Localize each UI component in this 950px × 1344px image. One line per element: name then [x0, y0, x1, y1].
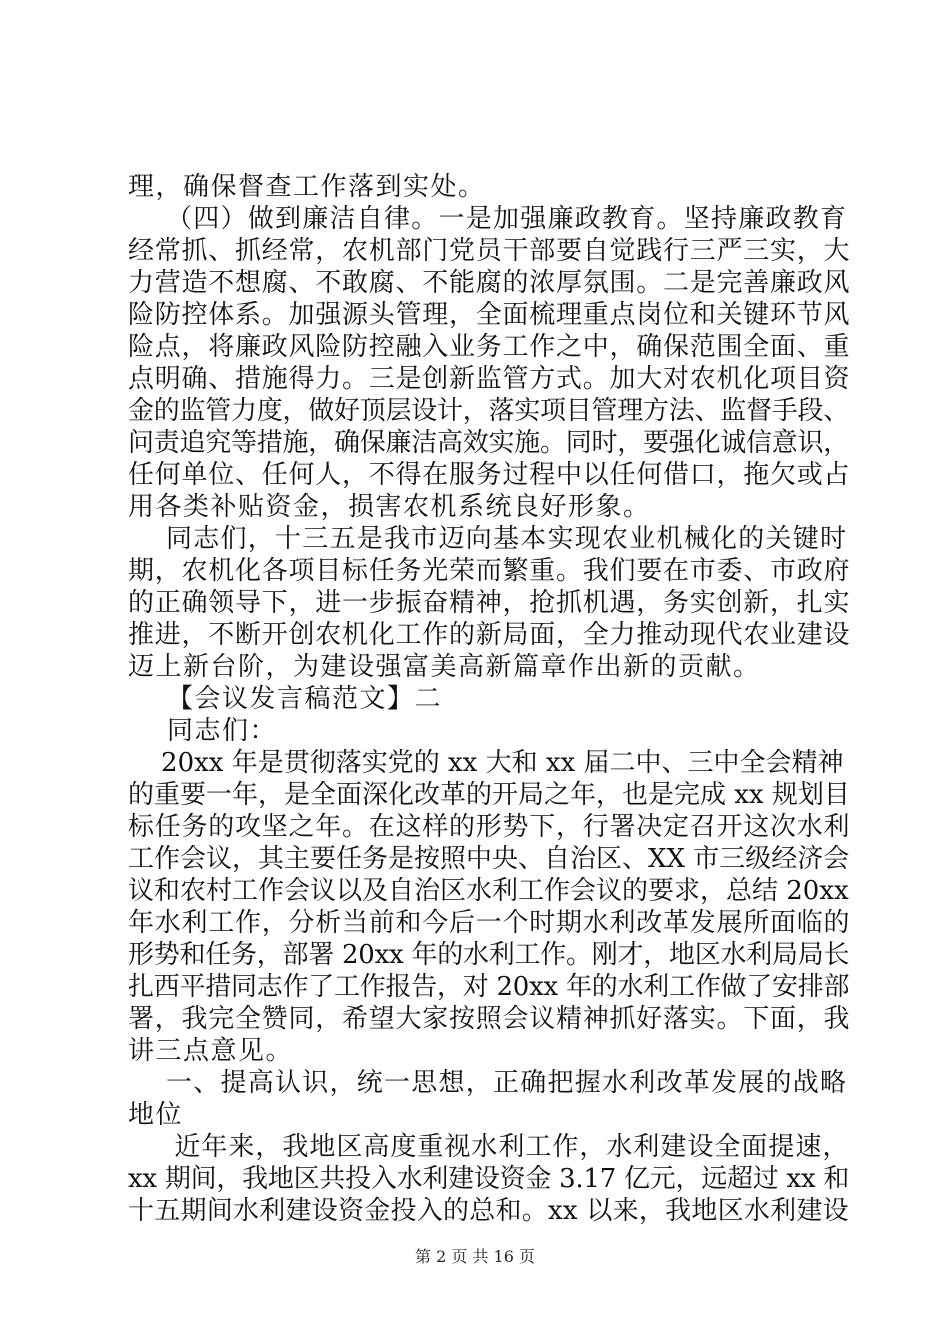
text-line: 形势和任务，部署 20xx 年的水利工作。刚才，地区水利局局长: [128, 940, 850, 970]
text-line: 的重要一年，是全面深化改革的开局之年，也是完成 xx 规划目: [128, 780, 850, 810]
text-line: 署，我完全赞同，希望大家按照会议精神抓好落实。下面，我: [128, 1004, 851, 1034]
text-line: 扎西平措同志作了工作报告，对 20xx 年的水利工作做了安排部: [128, 972, 850, 1002]
text-line: 年水利工作，分析当前和今后一个时期水利改革发展所面临的: [128, 908, 851, 938]
text-line: 地位: [128, 1100, 184, 1130]
text-line: 近年来，我地区高度重视水利工作，水利建设全面提速，: [128, 1132, 850, 1162]
section-heading: 【会议发言稿范文】二: [128, 684, 443, 714]
text-line: 的正确领导下，进一步振奋精神，抢抓机遇，务实创新，扎实: [128, 588, 851, 618]
text-line: （四）做到廉洁自律。一是加强廉政教育。坚持廉政教育: [128, 204, 848, 234]
page-number: 第 2 页 共 16 页: [415, 1247, 535, 1266]
text-line: 一、提高认识，统一思想，正确把握水利改革发展的战略: [128, 1068, 848, 1098]
text-line: xx 期间，我地区共投入水利建设资金 3.17 亿元，远超过 xx 和: [128, 1164, 850, 1194]
text-line: 险点，将廉政风险防控融入业务工作之中，确保范围全面、重: [128, 332, 851, 362]
text-line: 险防控体系。加强源头管理，全面梳理重点岗位和关键环节风: [128, 300, 851, 330]
text-line: 20xx 年是贯彻落实党的 xx 大和 xx 届二中、三中全会精神: [128, 748, 844, 778]
text-line: 同志们，十三五是我市迈向基本实现农业机械化的关键时: [128, 524, 848, 554]
text-line: 理，确保督查工作落到实处。: [128, 172, 486, 202]
text-line: 讲三点意见。: [128, 1036, 294, 1066]
text-line: 用各类补贴资金，损害农机系统良好形象。: [128, 492, 651, 522]
text-line: 工作会议，其主要任务是按照中央、自治区、XX 市三级经济会: [128, 844, 850, 874]
text-line: 期，农机化各项目标任务光荣而繁重。我们要在市委、市政府: [128, 556, 851, 586]
text-line: 点明确、措施得力。三是创新监管方式。加大对农机化项目资: [128, 364, 851, 394]
text-line: 十五期间水利建设资金投入的总和。xx 以来，我地区水利建设: [128, 1196, 849, 1226]
text-line: 金的监管力度，做好顶层设计，落实项目管理方法、监督手段、: [128, 396, 850, 426]
text-line: 同志们：: [128, 716, 278, 746]
text-line: 标任务的攻坚之年。在这样的形势下，行署决定召开这次水利: [128, 812, 851, 842]
text-line: 经常抓、抓经常，农机部门党员干部要自觉践行三严三实，大: [128, 236, 851, 266]
text-line: 问责追究等措施，确保廉洁高效实施。同时，要强化诚信意识，: [128, 428, 850, 458]
text-line: 力营造不想腐、不敢腐、不能腐的浓厚氛围。二是完善廉政风: [128, 268, 851, 298]
text-line: 任何单位、任何人，不得在服务过程中以任何借口，拖欠或占: [128, 460, 851, 490]
text-line: 推进，不断开创农机化工作的新局面，全力推动现代农业建设: [128, 620, 851, 650]
text-line: 迈上新台阶，为建设强富美高新篇章作出新的贡献。: [128, 652, 761, 682]
text-line: 议和农村工作会议以及自治区水利工作会议的要求，总结 20xx: [128, 876, 849, 906]
